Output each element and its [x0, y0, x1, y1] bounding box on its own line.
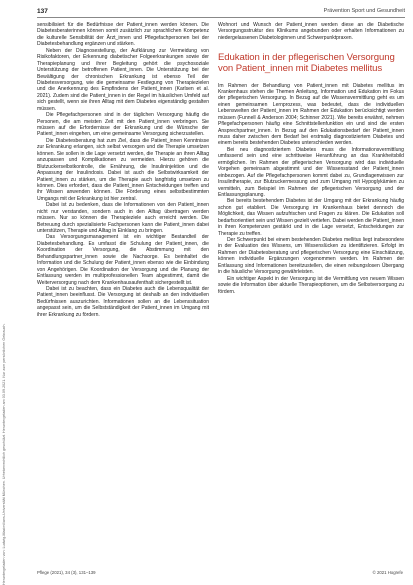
- paragraph: Bei neu diagnostiziertem Diabetes muss die Informationsvermittlung umfassend sein und eine schrittweise Heranführung an das Krankheitsbild ermöglichen. Im Rahmen der pflegerischen Versorgung wird das individuelle Vorgehen gemeinsam abgestimmt und der Wissensstand der Patient_innen einbezogen. Auf die Pflegefachpersonen kommt dabei zu, Grundlagenwissen zur Insulintherapie, zur Blutzuckermessung und zum Umgang mit Hypoglykämien zu vermitteln, zum Beispiel im Rahmen der pflegerischen Versorgung und der Entlassungsplanung.: [218, 146, 404, 198]
- paragraph: Ein wichtiger Aspekt in der Versorgung ist die Vermittlung von neuem Wissen sowie die Information über aktuelle Therapieoptionen, um die Selbstversorgung zu fördern.: [218, 275, 404, 295]
- paragraph: Die Pflegefachpersonen sind in der täglichen Versorgung häufig die Personen, die am meisten Zeit mit den Patient_innen verbringen. Sie müssen auf die Erfordernisse der Erkrankung und die Wünsche der Patient_innen eingehen, um eine gemeinsame Versorgung sicherzustellen.: [37, 112, 209, 138]
- left-column: [37, 22, 209, 318]
- paragraph: Neben der Diagnosestellung, der Aufklärung zur Vermeidung von Risikofaktoren, der Erkennung diabetischer Folgeerkrankungen sowie der Therapieplanung und ihrer Begleitung gehört die psychosoziale Unterstützung der betroffenen Patient_innen. Die Unterstützung bei der Bewältigung der chronischen Erkrankung ist ebenso Teil der Diabetesversorgung, wie die gemeinsame Festlegung von Therapiezielen und die Anerkennung des Empfindens der Patient_innen (Karlsen et al. 2021). Zudem sind die Patient_innen in der Regel im häuslichen Umfeld auf sich gestellt, wenn sie ihren Alltag mit dem Diabetes eigenständig gestalten müssen.: [37, 47, 209, 112]
- download-notice: Heruntergeladen von: Ludwig-Maximilians-Universität München. Urheberrechtlich geschützt. Heruntergeladen am 03.09.2021. Nur zum persönlichen Gebrauch.: [2, 323, 6, 585]
- section-title: Edukation in der pflegerischen Versorgung von Patient_innen mit Diabetes mellitus: [218, 52, 395, 74]
- paragraph: Der Schwerpunkt bei einem bestehenden Diabetes mellitus liegt insbesondere in der Evaluation des Wissens, um Wissenslücken zu identifizieren. Erfolgt im Rahmen der Diabetesberatung und pflegerischen Versorgung eine Einschätzung, können individuelle Ergänzungen vorgenommen werden. Im Rahmen der Entlassung sind Informationen bereitzustellen, die einen reibungslosen Übergang in die häusliche Versorgung gewährleisten.: [218, 237, 404, 276]
- running-head: Prävention Sport und Gesundheit: [323, 8, 405, 14]
- section-body: [218, 83, 404, 295]
- paragraph: Dabei ist zu beachten, dass ein Diabetes auch die Lebensqualität der Patient_innen beeinflusst. Die Versorgung ist deshalb an den individuellen Bedürfnissen auszurichten. Informationen sollen an die Lebenssituation angepasst sein, um die Selbstständigkeit der Patient_innen im Umgang mit ihrer Erkrankung zu fördern.: [37, 285, 209, 318]
- paragraph: Im Rahmen der Behandlung von Patient_innen mit Diabetes mellitus im Krankenhaus stehen die Themen Anleitung, Information und Edukation im Fokus der pflegerischen Versorgung. In Bezug auf die Wissensvermittlung geht es um einen gemeinsamen Lernprozess, was bedeutet, dass die individuellen Lebenswelten der Patient_innen im Rahmen der Edukation berücksichtigt werden müssen (Funnell & Anderson 2004; Schinner 2021). Wie bereits erwähnt, nehmen Pflegefachpersonen häufig eine Schnittstellenfunktion ein und sind die ersten Ansprechpartner_innen. In Bezug auf den Edukationsbedarf der Patient_innen muss daher zwischen dem Bedarf bei erstmalig diagnostiziertem Diabetes und einem bereits bestehenden Diabetes unterschieden werden.: [218, 82, 404, 147]
- page-number: 137: [37, 8, 48, 15]
- copyright: © 2021 Hogrefe: [372, 570, 403, 575]
- side-strip: [0, 0, 12, 585]
- paragraph: Die Diabetesberatung hat zum Ziel, dass die Patient_innen Kenntnisse zur Erkrankung erlangen, sich selbst versorgen und die Therapie umsetzen können. Sie sollen in die Lage versetzt werden, die Therapie an ihren Alltag anzupassen und Komplikationen zu vermeiden. Hierzu gehören die Blutzuckerselbstkontrolle, die Ernährung, die Insulininjektion und die Anpassung der Insulindosis. Dabei ist auch die Selbstwirksamkeit der Patient_innen zu stärken, um die Therapie auch langfristig umsetzen zu können. Dies erfordert, dass die Patient_innen Entscheidungen treffen und ihr Wissen anwenden können. Die Förderung eines selbstbestimmten Umgangs mit der Erkrankung ist hier zentral.: [37, 137, 209, 202]
- paragraph: Dabei ist zu bedenken, dass die Informationen von den Patient_innen nicht nur verstanden, sondern auch in den Alltag übertragen werden müssen. Nur so können die Therapieziele auch erreicht werden. Die Betreuung durch spezialisierte Fachpersonen kann die Patient_innen dabei unterstützen, Therapie und Alltag in Einklang zu bringen.: [37, 202, 209, 234]
- paragraph: Das Versorgungsmanagement ist ein wichtiger Bestandteil der Diabetesbehandlung. Es umfasst die Schulung der Patient_innen, die Koordination der Versorgung, die Abstimmung mit den Behandlungspartner_innen sowie die Nachsorge. Es beinhaltet die Information und die Schulung der Patient_innen ebenso wie die Einbindung von Angehörigen. Die Koordination der Versorgung und die Planung der Entlassung werden im multiprofessionellen Team abgestimmt, damit die Weiterversorgung nach dem Krankenhausaufenthalt sichergestellt ist.: [37, 234, 209, 286]
- paragraph: sensibilisiert für die Bedürfnisse der Patient_innen werden können. Die Diabetesberaterinnen können somit zusätzlich zur sprachlichen Kompetenz die kulturelle Sensibilität der Ärzt_innen und Pflegefachpersonen bei der Diabetesbehandlung ergänzen und stärken.: [37, 22, 209, 48]
- right-column: [218, 22, 404, 295]
- paragraph: Wohnort und Wunsch der Patient_innen werden diese an die Diabetische Versorgungsstruktur des Klinikums angebunden oder erhalten Informationen zu niedergelassenen Diabetologinnen und Schwerpunktpraxen.: [218, 22, 404, 41]
- paragraph: Bei bereits bestehendem Diabetes ist der Umgang mit der Erkrankung häufig schon gut etabliert. Die Versorgung im Krankenhaus bietet dennoch die Möglichkeit, das Wissen aufzufrischen und Fragen zu klären. Die Edukation soll bedarfsorientiert sein und Wissen gezielt vertiefen. Dabei werden die Patient_innen in ihren Kompetenzen gestärkt und in die Lage versetzt, Entscheidungen zur Therapie zu treffen.: [218, 198, 404, 237]
- header-rule: [37, 17, 405, 18]
- journal-citation: Pflege (2021), 34 (3), 131–139: [37, 570, 96, 575]
